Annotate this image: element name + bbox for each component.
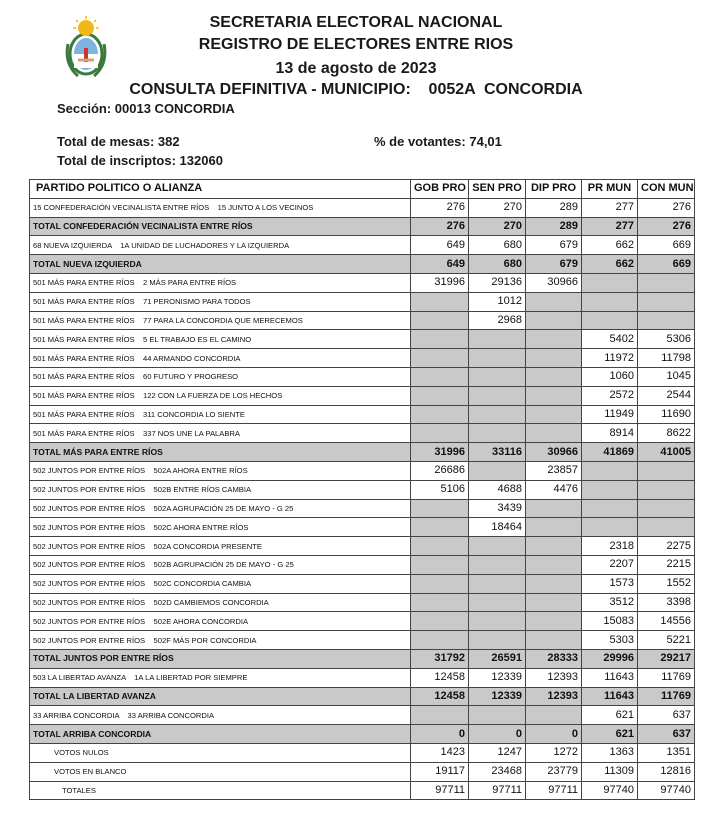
table-row xyxy=(30,330,695,349)
vote-cell: 29996 xyxy=(582,649,638,668)
vote-cell: 1272 xyxy=(526,743,582,762)
vote-cell: 669 xyxy=(638,236,695,255)
vote-cell xyxy=(411,386,469,405)
row-label: TOTAL MÁS PARA ENTRE RÍOS xyxy=(30,443,411,462)
row-label: 502 JUNTOS POR ENTRE RÍOS 502A AGRUPACIÓN 25 DE MAYO - G 25 xyxy=(30,499,411,518)
vote-cell: 11643 xyxy=(582,687,638,706)
vote-cell: 2968 xyxy=(469,311,526,330)
vote-cell xyxy=(526,499,582,518)
vote-cell: 11798 xyxy=(638,349,695,368)
vote-cell xyxy=(469,405,526,424)
vote-cell xyxy=(411,349,469,368)
vote-cell xyxy=(526,311,582,330)
vote-cell: 680 xyxy=(469,255,526,274)
table-total-row xyxy=(30,217,695,236)
vote-cell xyxy=(582,273,638,292)
vote-cell: 12393 xyxy=(526,668,582,687)
vote-cell: 12339 xyxy=(469,687,526,706)
vote-cell: 11690 xyxy=(638,405,695,424)
vote-cell xyxy=(526,518,582,537)
row-label: TOTAL NUEVA IZQUIERDA xyxy=(30,255,411,274)
vote-cell xyxy=(411,574,469,593)
table-row xyxy=(30,311,695,330)
vote-cell xyxy=(411,612,469,631)
vote-cell: 12458 xyxy=(411,687,469,706)
vote-cell: 270 xyxy=(469,217,526,236)
table-total-row xyxy=(30,443,695,462)
table-total-row xyxy=(30,649,695,668)
row-label: 502 JUNTOS POR ENTRE RÍOS 502B ENTRE RÍOS CAMBIA xyxy=(30,480,411,499)
vote-cell xyxy=(638,499,695,518)
table-row xyxy=(30,461,695,480)
table-row xyxy=(30,555,695,574)
vote-cell xyxy=(526,574,582,593)
vote-cell: 1247 xyxy=(469,743,526,762)
vote-cell: 277 xyxy=(582,217,638,236)
vote-cell: 289 xyxy=(526,198,582,217)
row-label: 502 JUNTOS POR ENTRE RÍOS 502F MÁS POR CONCORDIA xyxy=(30,631,411,650)
row-label: 502 JUNTOS POR ENTRE RÍOS 502A CONCORDIA PRESENTE xyxy=(30,537,411,556)
vote-cell xyxy=(469,574,526,593)
vote-cell: 662 xyxy=(582,255,638,274)
table-total-row xyxy=(30,255,695,274)
row-label: 503 LA LIBERTAD AVANZA 1A LA LIBERTAD POR SIEMPRE xyxy=(30,668,411,687)
table-row xyxy=(30,706,695,725)
total-mesas: Total de mesas: 382 xyxy=(57,134,180,149)
seccion-label: Sección: 00013 CONCORDIA xyxy=(57,101,235,116)
vote-cell: 12339 xyxy=(469,668,526,687)
vote-cell xyxy=(411,555,469,574)
vote-cell: 1573 xyxy=(582,574,638,593)
vote-cell xyxy=(582,499,638,518)
table-row xyxy=(30,518,695,537)
column-header: CON MUN xyxy=(638,180,695,199)
vote-cell: 12458 xyxy=(411,668,469,687)
vote-cell xyxy=(638,480,695,499)
vote-cell: 5221 xyxy=(638,631,695,650)
row-label: 502 JUNTOS POR ENTRE RÍOS 502B AGRUPACIÓN 25 DE MAYO - G 25 xyxy=(30,555,411,574)
vote-cell: 11309 xyxy=(582,762,638,781)
vote-cell: 14556 xyxy=(638,612,695,631)
vote-cell: 26686 xyxy=(411,461,469,480)
row-label: 501 MÁS PARA ENTRE RÍOS 60 FUTURO Y PROGRESO xyxy=(30,367,411,386)
vote-cell: 11769 xyxy=(638,687,695,706)
vote-cell: 2544 xyxy=(638,386,695,405)
pct-votantes: % de votantes: 74,01 xyxy=(374,134,502,149)
table-row xyxy=(30,593,695,612)
row-label: VOTOS NULOS xyxy=(30,743,411,762)
vote-cell: 41869 xyxy=(582,443,638,462)
column-header: PR MUN xyxy=(582,180,638,199)
row-label: VOTOS EN BLANCO xyxy=(30,762,411,781)
vote-cell xyxy=(469,537,526,556)
table-row xyxy=(30,292,695,311)
vote-cell: 11643 xyxy=(582,668,638,687)
row-label: 502 JUNTOS POR ENTRE RÍOS 502D CAMBIEMOS CONCORDIA xyxy=(30,593,411,612)
vote-cell: 12393 xyxy=(526,687,582,706)
vote-cell: 11972 xyxy=(582,349,638,368)
row-label: TOTAL CONFEDERACIÓN VECINALISTA ENTRE RÍOS xyxy=(30,217,411,236)
vote-cell xyxy=(526,424,582,443)
vote-cell xyxy=(526,349,582,368)
vote-cell: 679 xyxy=(526,236,582,255)
table-total-row xyxy=(30,687,695,706)
vote-cell: 23779 xyxy=(526,762,582,781)
vote-cell xyxy=(638,273,695,292)
row-label: TOTAL LA LIBERTAD AVANZA xyxy=(30,687,411,706)
vote-cell: 97711 xyxy=(411,781,469,800)
row-label: 501 MÁS PARA ENTRE RÍOS 337 NOS UNE LA PALABRA xyxy=(30,424,411,443)
vote-cell xyxy=(411,518,469,537)
vote-cell xyxy=(526,537,582,556)
vote-cell xyxy=(411,311,469,330)
vote-cell: 2318 xyxy=(582,537,638,556)
vote-cell: 97740 xyxy=(638,781,695,800)
table-body xyxy=(30,198,695,800)
vote-cell xyxy=(411,499,469,518)
document-header xyxy=(0,0,720,178)
vote-cell: 277 xyxy=(582,198,638,217)
table-row xyxy=(30,480,695,499)
vote-cell xyxy=(526,367,582,386)
vote-cell: 270 xyxy=(469,198,526,217)
vote-cell xyxy=(469,631,526,650)
vote-cell: 649 xyxy=(411,255,469,274)
vote-cell xyxy=(526,386,582,405)
vote-cell xyxy=(469,424,526,443)
row-label: 501 MÁS PARA ENTRE RÍOS 2 MÁS PARA ENTRE RÍOS xyxy=(30,273,411,292)
vote-cell: 11949 xyxy=(582,405,638,424)
vote-cell: 2207 xyxy=(582,555,638,574)
header-line-2: REGISTRO DE ELECTORES ENTRE RIOS xyxy=(198,36,514,53)
vote-cell xyxy=(469,330,526,349)
vote-cell: 1045 xyxy=(638,367,695,386)
table-row xyxy=(30,367,695,386)
vote-cell: 662 xyxy=(582,236,638,255)
vote-cell xyxy=(411,405,469,424)
vote-cell xyxy=(469,612,526,631)
row-label: 502 JUNTOS POR ENTRE RÍOS 502C CONCORDIA CAMBIA xyxy=(30,574,411,593)
table-row xyxy=(30,668,695,687)
row-label: 501 MÁS PARA ENTRE RÍOS 44 ARMANDO CONCORDIA xyxy=(30,349,411,368)
column-header: DIP PRO xyxy=(526,180,582,199)
vote-cell xyxy=(411,631,469,650)
vote-cell: 11769 xyxy=(638,668,695,687)
vote-cell: 31792 xyxy=(411,649,469,668)
vote-cell xyxy=(411,706,469,725)
table-row xyxy=(30,236,695,255)
vote-cell: 18464 xyxy=(469,518,526,537)
vote-cell: 19117 xyxy=(411,762,469,781)
vote-cell xyxy=(411,537,469,556)
row-label: 502 JUNTOS POR ENTRE RÍOS 502C AHORA ENTRE RÍOS xyxy=(30,518,411,537)
vote-cell: 23468 xyxy=(469,762,526,781)
vote-cell: 5306 xyxy=(638,330,695,349)
vote-cell: 1423 xyxy=(411,743,469,762)
table-total-row xyxy=(30,725,695,744)
vote-cell xyxy=(638,311,695,330)
vote-cell: 2215 xyxy=(638,555,695,574)
vote-cell xyxy=(411,424,469,443)
row-label: TOTALES xyxy=(30,781,411,800)
vote-cell xyxy=(469,593,526,612)
vote-cell: 15083 xyxy=(582,612,638,631)
vote-cell: 31996 xyxy=(411,273,469,292)
vote-cell xyxy=(582,480,638,499)
vote-cell: 289 xyxy=(526,217,582,236)
vote-cell xyxy=(526,631,582,650)
table-row xyxy=(30,424,695,443)
vote-cell: 23857 xyxy=(526,461,582,480)
vote-cell: 621 xyxy=(582,725,638,744)
header-consulta: CONSULTA DEFINITIVA - MUNICIPIO: 0052A CONCORDIA xyxy=(129,81,583,98)
vote-cell: 5303 xyxy=(582,631,638,650)
vote-cell xyxy=(469,349,526,368)
table-row xyxy=(30,743,695,762)
vote-cell: 30966 xyxy=(526,443,582,462)
vote-cell: 29136 xyxy=(469,273,526,292)
vote-cell: 31996 xyxy=(411,443,469,462)
vote-cell: 97740 xyxy=(582,781,638,800)
vote-cell: 2572 xyxy=(582,386,638,405)
row-label: 501 MÁS PARA ENTRE RÍOS 77 PARA LA CONCORDIA QUE MERECEMOS xyxy=(30,311,411,330)
table-row xyxy=(30,762,695,781)
total-inscriptos: Total de inscriptos: 132060 xyxy=(57,153,223,168)
vote-cell xyxy=(582,518,638,537)
vote-cell xyxy=(526,706,582,725)
row-label: TOTAL ARRIBA CONCORDIA xyxy=(30,725,411,744)
vote-cell xyxy=(582,461,638,480)
vote-cell xyxy=(469,386,526,405)
vote-cell: 0 xyxy=(411,725,469,744)
vote-cell: 41005 xyxy=(638,443,695,462)
vote-cell: 26591 xyxy=(469,649,526,668)
vote-cell: 3439 xyxy=(469,499,526,518)
vote-cell: 1012 xyxy=(469,292,526,311)
row-label: 502 JUNTOS POR ENTRE RÍOS 502E AHORA CONCORDIA xyxy=(30,612,411,631)
vote-cell: 276 xyxy=(411,198,469,217)
table-header-row xyxy=(30,180,695,199)
vote-cell: 1363 xyxy=(582,743,638,762)
row-label: 15 CONFEDERACIÓN VECINALISTA ENTRE RÍOS 15 JUNTO A LOS VECINOS xyxy=(30,198,411,217)
table-row xyxy=(30,273,695,292)
results-table xyxy=(29,179,695,800)
vote-cell: 30966 xyxy=(526,273,582,292)
row-label: 68 NUEVA IZQUIERDA 1A UNIDAD DE LUCHADORES Y LA IZQUIERDA xyxy=(30,236,411,255)
vote-cell: 276 xyxy=(638,198,695,217)
table-row xyxy=(30,405,695,424)
vote-cell xyxy=(526,330,582,349)
vote-cell: 97711 xyxy=(526,781,582,800)
vote-cell: 679 xyxy=(526,255,582,274)
vote-cell: 4476 xyxy=(526,480,582,499)
vote-cell: 5402 xyxy=(582,330,638,349)
vote-cell: 0 xyxy=(469,725,526,744)
table-row xyxy=(30,781,695,800)
vote-cell: 8622 xyxy=(638,424,695,443)
vote-cell: 649 xyxy=(411,236,469,255)
vote-cell xyxy=(526,555,582,574)
header-line-1: SECRETARIA ELECTORAL NACIONAL xyxy=(209,14,503,31)
vote-cell xyxy=(411,292,469,311)
column-header: SEN PRO xyxy=(469,180,526,199)
header-date: 13 de agosto de 2023 xyxy=(275,60,437,77)
vote-cell xyxy=(638,461,695,480)
row-label: 501 MÁS PARA ENTRE RÍOS 311 CONCORDIA LO SIENTE xyxy=(30,405,411,424)
vote-cell: 3512 xyxy=(582,593,638,612)
vote-cell xyxy=(411,367,469,386)
vote-cell xyxy=(526,405,582,424)
table-row xyxy=(30,612,695,631)
vote-cell xyxy=(411,593,469,612)
vote-cell xyxy=(411,330,469,349)
vote-cell: 621 xyxy=(582,706,638,725)
column-header: GOB PRO xyxy=(411,180,469,199)
vote-cell: 3398 xyxy=(638,593,695,612)
vote-cell xyxy=(526,593,582,612)
vote-cell: 1552 xyxy=(638,574,695,593)
vote-cell: 680 xyxy=(469,236,526,255)
table-row xyxy=(30,198,695,217)
vote-cell: 28333 xyxy=(526,649,582,668)
vote-cell: 33116 xyxy=(469,443,526,462)
vote-cell xyxy=(469,367,526,386)
vote-cell: 4688 xyxy=(469,480,526,499)
vote-cell: 637 xyxy=(638,725,695,744)
vote-cell xyxy=(526,612,582,631)
vote-cell: 276 xyxy=(411,217,469,236)
vote-cell: 637 xyxy=(638,706,695,725)
vote-cell: 0 xyxy=(526,725,582,744)
vote-cell: 5106 xyxy=(411,480,469,499)
vote-cell xyxy=(582,292,638,311)
row-label: 501 MÁS PARA ENTRE RÍOS 122 CON LA FUERZA DE LOS HECHOS xyxy=(30,386,411,405)
vote-cell xyxy=(638,518,695,537)
table-row xyxy=(30,386,695,405)
vote-cell xyxy=(638,292,695,311)
vote-cell: 2275 xyxy=(638,537,695,556)
row-label: 502 JUNTOS POR ENTRE RÍOS 502A AHORA ENTRE RÍOS xyxy=(30,461,411,480)
vote-cell: 1351 xyxy=(638,743,695,762)
column-header: PARTIDO POLITICO O ALIANZA xyxy=(30,180,411,199)
vote-cell: 29217 xyxy=(638,649,695,668)
vote-cell xyxy=(469,555,526,574)
vote-cell xyxy=(469,706,526,725)
row-label: 501 MÁS PARA ENTRE RÍOS 71 PERONISMO PARA TODOS xyxy=(30,292,411,311)
vote-cell: 97711 xyxy=(469,781,526,800)
vote-cell xyxy=(526,292,582,311)
vote-cell: 669 xyxy=(638,255,695,274)
row-label: TOTAL JUNTOS POR ENTRE RÍOS xyxy=(30,649,411,668)
table-row xyxy=(30,537,695,556)
row-label: 501 MÁS PARA ENTRE RÍOS 5 EL TRABAJO ES EL CAMINO xyxy=(30,330,411,349)
table-row xyxy=(30,499,695,518)
table-row xyxy=(30,349,695,368)
vote-cell xyxy=(469,461,526,480)
vote-cell: 8914 xyxy=(582,424,638,443)
table-row xyxy=(30,631,695,650)
vote-cell: 1060 xyxy=(582,367,638,386)
vote-cell xyxy=(582,311,638,330)
table-row xyxy=(30,574,695,593)
vote-cell: 276 xyxy=(638,217,695,236)
row-label: 33 ARRIBA CONCORDIA 33 ARRIBA CONCORDIA xyxy=(30,706,411,725)
vote-cell: 12816 xyxy=(638,762,695,781)
